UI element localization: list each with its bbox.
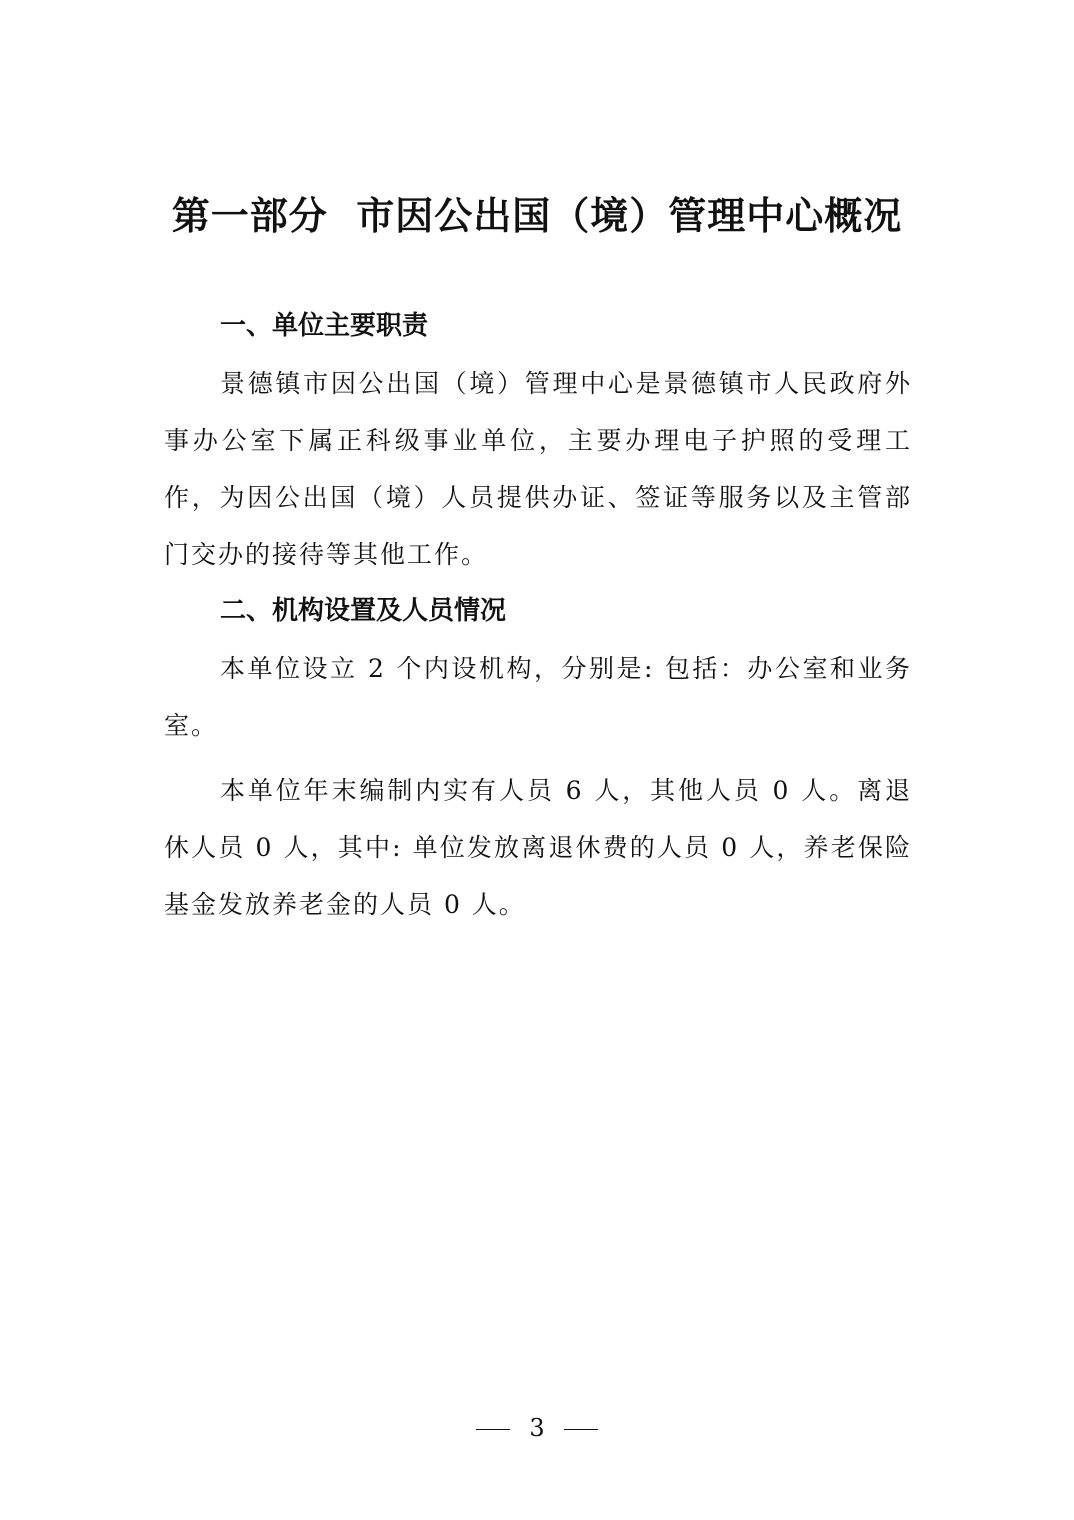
- paragraph-duties: 景德镇市因公出国（境）管理中心是景德镇市人民政府外事办公室下属正科级事业单位，主要办理电子护照的受理工作，为因公出国（境）人员提供办证、签证等服务以及主管部门交办的接待等其他工作。: [164, 369, 912, 569]
- section-heading-organization: 二、机构设置及人员情况: [220, 596, 507, 626]
- paragraph-departments: 本单位设立 2 个内设机构，分别是: 包括：办公室和业务室。: [164, 654, 912, 740]
- document-body: [164, 298, 912, 933]
- paragraph-staffing: 本单位年末编制内实有人员 6 人，其他人员 0 人。离退休人员 0 人，其中: 单位发放离退休费的人员 0 人，养老保险基金发放养老金的人员 0 人。: [164, 776, 912, 919]
- section-heading-duties: 一、单位主要职责: [220, 311, 429, 341]
- page-title: 第一部分 市因公出国（境）管理中心概况: [171, 194, 903, 238]
- footer-dash-right: [564, 1429, 598, 1430]
- page-footer: [0, 1410, 1074, 1446]
- footer-dash-left: [476, 1429, 510, 1430]
- page-number: 3: [529, 1414, 545, 1442]
